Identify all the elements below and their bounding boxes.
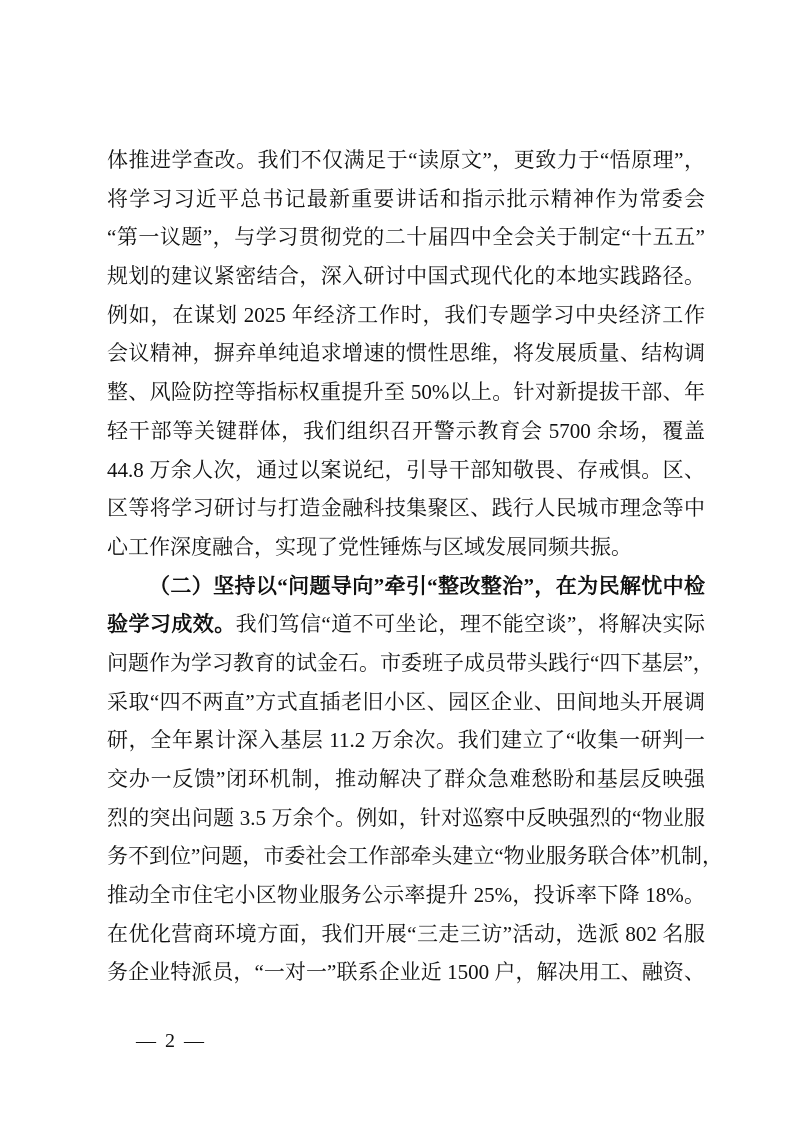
text-line [107,489,705,528]
text-line [107,218,705,257]
text-line [107,373,705,412]
line-text: 务不到位”问题，市委社会工作部牵头建立“物业服务联合体”机制， [107,844,723,869]
text-line [107,257,705,296]
bold-heading-text: （二）坚持以“问题导向”牵引“整改整治”，在为民解忧中检 [149,573,705,598]
text-line [107,644,714,683]
line-text: 推动全市住宅小区物业服务公示率提升 25%，投诉率下降 18%。 [107,883,705,908]
line-text: 会议精神，摒弃单纯追求增速的惯性思维，将发展质量、结构调 [107,341,705,366]
line-text: 整、风险防控等指标权重提升至 50%以上。针对新提拔干部、年 [107,380,705,405]
text-line [107,799,705,838]
text-line [107,915,705,954]
bold-heading-text: 验学习成效。 [107,612,236,637]
line-text: 例如，在谋划 2025 年经济工作时，我们专题学习中央经济工作 [107,302,705,327]
text-line [107,528,705,567]
text-line [107,141,705,180]
document-body [107,141,723,992]
line-text: 交办一反馈”闭环机制，推动解决了群众急难愁盼和基层反映强 [107,767,705,791]
text-line [107,953,705,992]
line-text: 规划的建议紧密结合，深入研讨中国式现代化的本地实践路径。 [107,264,705,289]
section-heading [107,567,705,606]
text-line [107,760,705,799]
text-line [107,683,705,722]
line-text: 我们笃信“道不可坐论，理不能空谈”，将解决实际 [235,612,706,637]
line-text: 烈的突出问题 3.5 万余个。例如，针对巡察中反映强烈的“物业服 [107,805,705,830]
line-text: 区等将学习研讨与打造金融科技集聚区、践行人民城市理念等中 [107,496,705,521]
line-text: 务企业特派员，“一对一”联系企业近 1500 户，解决用工、融资、 [107,960,705,985]
line-text: “第一议题”，与学习贯彻党的二十届四中全会关于制定“十五五” [107,225,705,250]
line-text: 心工作深度融合，实现了党性锤炼与区域发展同频共振。 [107,534,632,559]
line-text: 体推进学查改。我们不仅满足于“读原文”，更致力于“悟原理”， [107,148,705,172]
line-text: 在优化营商环境方面，我们开展“三走三访”活动，选派 802 名服 [107,921,705,946]
page-number: — 2 — [136,1030,206,1052]
line-text: 采取“四不两直”方式直插老旧小区、园区企业、田间地头开展调 [107,689,705,714]
text-line [107,605,705,644]
line-text: 将学习习近平总书记最新重要讲话和指示批示精神作为常委会 [107,186,705,211]
text-line [107,837,723,876]
text-line [107,412,705,451]
line-text: 研，全年累计深入基层 11.2 万余次。我们建立了“收集一研判一 [107,728,705,753]
line-text: 轻干部等关键群体，我们组织召开警示教育会 5700 余场，覆盖 [107,418,705,443]
line-text: 44.8 万余人次，通过以案说纪，引导干部知敬畏、存戒惧。区、 [107,457,705,482]
text-line [107,721,705,760]
line-text: 问题作为学习教育的试金石。市委班子成员带头践行“四下基层”， [107,650,714,675]
text-line [107,296,705,335]
text-line [107,334,705,373]
text-line [107,180,705,219]
text-line [107,876,705,915]
text-line [107,451,705,490]
